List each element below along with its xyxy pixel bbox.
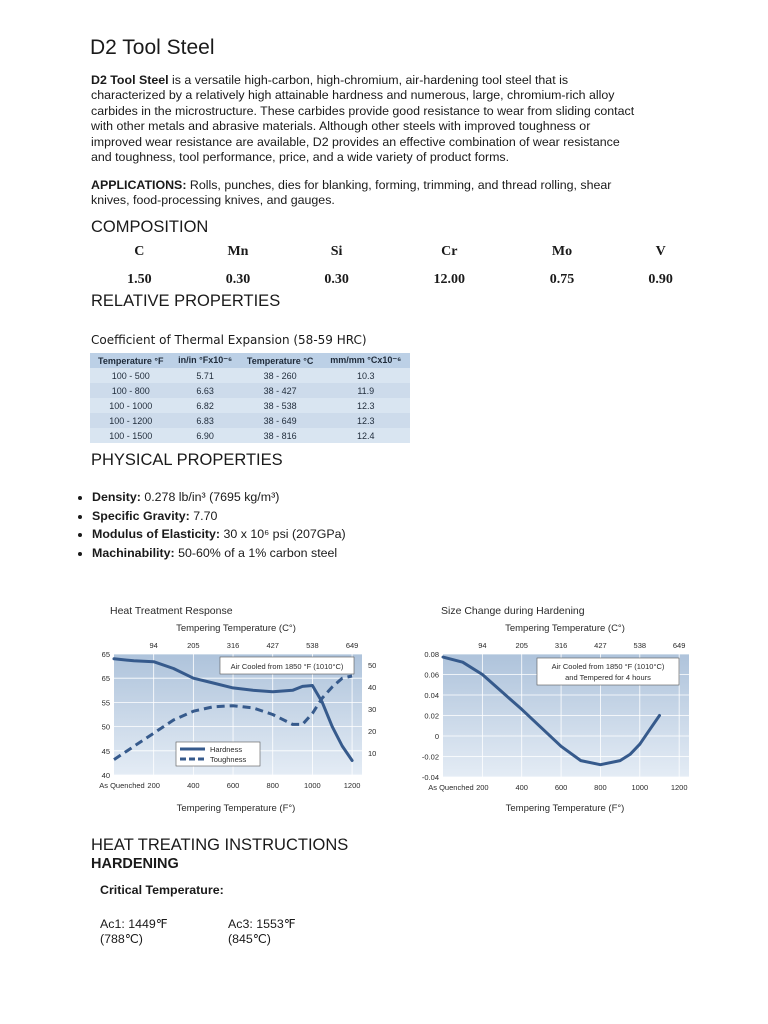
cte-header: in/in °Fx10⁻⁶ <box>172 353 239 368</box>
cte-cell: 100 - 1000 <box>90 398 172 413</box>
x-axis-label: Tempering Temperature (F°) <box>176 803 296 814</box>
physical-properties-list <box>68 490 652 564</box>
cte-cell: 38 - 538 <box>239 398 322 413</box>
critical-temperature-label: Critical Temperature: <box>100 883 224 897</box>
y-tick-label: 0 <box>434 732 439 741</box>
value-c: 1.50 <box>127 272 152 287</box>
right-tick-label: 30 <box>368 705 377 714</box>
cte-cell: 100 - 1500 <box>90 428 172 443</box>
property-label: Specific Gravity: <box>92 508 190 523</box>
y-tick-label: 0.04 <box>424 691 439 700</box>
top-tick-label: 316 <box>226 641 240 650</box>
x-tick-label: 1200 <box>343 781 361 790</box>
top-tick-label: 427 <box>594 641 607 650</box>
right-tick-label: 10 <box>368 749 377 758</box>
chart-title: Size Change during Hardening <box>441 605 585 617</box>
top-tick-label: 649 <box>345 641 359 650</box>
applications-text: knives, food-processing knives, and gauges. <box>91 193 335 208</box>
physical-properties-heading: PHYSICAL PROPERTIES <box>91 451 283 469</box>
cte-cell: 6.82 <box>172 398 239 413</box>
applications-paragraph <box>91 178 691 209</box>
cte-cell: 6.83 <box>172 413 239 428</box>
x-tick-label: 800 <box>266 781 279 790</box>
value-mo: 0.75 <box>549 272 575 287</box>
ac3-fahrenheit: Ac3: 1553℉ <box>228 917 296 931</box>
value-mn: 0.30 <box>225 272 251 287</box>
cte-cell: 6.63 <box>172 383 239 398</box>
annotation-text: Air Cooled from 1850 °F (1010°C) <box>230 662 344 671</box>
ac3-value <box>228 917 296 948</box>
value-si: 0.30 <box>324 272 349 287</box>
y-tick-label: -0.02 <box>421 752 439 762</box>
intro-paragraph <box>91 73 691 165</box>
cte-cell: 100 - 1200 <box>90 413 172 428</box>
element-si: Si <box>330 244 343 259</box>
element-c: C <box>134 244 145 259</box>
cte-header: Temperature °C <box>239 353 322 368</box>
x-tick-label: 200 <box>147 781 160 790</box>
top-tick-label: 94 <box>149 641 158 650</box>
y-tick-label: 65 <box>101 674 110 684</box>
composition-value-row <box>90 266 710 294</box>
annotation-text: and Tempered for 4 hours <box>565 673 651 682</box>
top-tick-label: 205 <box>515 641 528 650</box>
x-tick-label: 1000 <box>304 781 321 790</box>
cte-cell: 38 - 260 <box>239 368 322 383</box>
property-label: Machinability: <box>92 545 175 560</box>
table-row <box>90 368 410 383</box>
x-tick-label: As Quenched <box>428 783 474 792</box>
composition-table <box>90 238 710 294</box>
cte-cell: 6.90 <box>172 428 239 443</box>
composition-element-row <box>90 238 710 266</box>
intro-line: carbides in the microstructure. These carbides provide good resistance to wear from sliding contact <box>91 103 635 118</box>
intro-line: improved wear resistance are available, D2 provides an effective combination of wear resistance <box>91 134 620 149</box>
cte-cell: 12.3 <box>322 398 410 413</box>
relative-properties-heading: RELATIVE PROPERTIES <box>91 292 281 310</box>
x-tick-label: 400 <box>515 783 528 792</box>
property-value: 0.278 lb/in³ (7695 kg/m³) <box>140 490 280 504</box>
x-tick-label: 600 <box>226 781 240 790</box>
chart-title: Heat Treatment Response <box>110 605 233 617</box>
top-tick-label: 649 <box>672 641 686 650</box>
y-tick-label: 40 <box>101 771 110 780</box>
x-tick-label: 1000 <box>631 783 649 792</box>
applications-label: APPLICATIONS: <box>91 178 187 192</box>
cte-header: mm/mm °Cx10⁻⁶ <box>322 353 410 368</box>
x-tick-label: 200 <box>476 783 489 792</box>
y-tick-label: -0.04 <box>421 773 439 782</box>
applications-text: Rolls, punches, dies for blanking, forming, trimming, and thread rolling, shear <box>186 178 612 192</box>
ac1-celsius: (788℃) <box>100 932 143 947</box>
right-tick-label: 50 <box>368 661 377 670</box>
list-item <box>92 527 652 541</box>
cte-cell: 10.3 <box>322 368 410 383</box>
cte-cell: 11.9 <box>322 383 410 398</box>
hardening-heading: HARDENING <box>91 856 179 872</box>
cte-cell: 38 - 816 <box>239 428 322 443</box>
top-tick-label: 316 <box>554 641 568 650</box>
cte-cell: 5.71 <box>172 368 239 383</box>
plot-area <box>99 641 376 790</box>
composition-heading: COMPOSITION <box>91 218 209 236</box>
property-value: 50-60% of a 1% carbon steel <box>174 545 338 560</box>
property-value: 7.70 <box>189 508 218 523</box>
y-tick-label: 0.08 <box>424 650 439 659</box>
top-tick-label: 538 <box>633 641 647 650</box>
x-tick-label: 600 <box>554 783 568 792</box>
intro-line: characterized by a relatively high attainable hardness and numerous, large, chromium-rich alloy <box>91 88 615 103</box>
top-axis-label: Tempering Temperature (C°) <box>176 623 296 634</box>
cte-cell: 12.4 <box>322 428 410 443</box>
cte-cell: 100 - 500 <box>90 368 172 383</box>
ac1-value <box>100 917 168 948</box>
right-tick-label: 20 <box>368 727 377 736</box>
right-tick-label: 40 <box>368 683 377 692</box>
ac3-celsius: (845℃) <box>228 932 271 947</box>
value-cr: 12.00 <box>433 272 466 287</box>
element-v: V <box>655 244 666 259</box>
element-mo: Mo <box>551 244 573 259</box>
element-cr: Cr <box>441 244 458 259</box>
y-tick-label: 45 <box>101 746 110 756</box>
plot-area <box>422 641 689 792</box>
value-v: 0.90 <box>648 272 673 287</box>
heat-treating-heading: HEAT TREATING INSTRUCTIONS <box>91 836 349 854</box>
cte-cell: 100 - 800 <box>90 383 172 398</box>
page-title: D2 Tool Steel <box>90 36 215 59</box>
x-tick-label: 800 <box>594 783 607 792</box>
y-tick-label: 55 <box>101 698 110 708</box>
table-row <box>90 413 410 428</box>
legend-label: Toughness <box>210 755 247 764</box>
element-mn: Mn <box>227 244 249 259</box>
x-tick-label: 400 <box>187 781 200 790</box>
intro-line: with other metals and abrasive materials. Although other steels with improved toughness or <box>91 119 591 134</box>
size-change-chart <box>415 600 705 818</box>
cte-cell: 12.3 <box>322 413 410 428</box>
top-tick-label: 205 <box>187 641 200 650</box>
y-tick-label: 0.06 <box>424 670 439 680</box>
top-tick-label: 94 <box>478 641 487 650</box>
list-item <box>92 490 652 504</box>
top-axis-label: Tempering Temperature (C°) <box>505 623 625 634</box>
intro-lead: D2 Tool Steel <box>91 73 169 87</box>
cte-cell: 38 - 649 <box>239 413 322 428</box>
legend-label: Hardness <box>210 745 243 754</box>
top-tick-label: 538 <box>306 641 319 650</box>
list-item <box>92 509 652 523</box>
table-row <box>90 383 410 398</box>
table-row <box>90 398 410 413</box>
cte-header: Temperature °F <box>90 353 172 368</box>
y-tick-label: 50 <box>101 722 110 732</box>
intro-line: and toughness, tool performance, price, and a wide variety of product forms. <box>91 150 510 165</box>
y-tick-label: 0.02 <box>424 711 439 721</box>
ac1-fahrenheit: Ac1: 1449℉ <box>100 917 168 931</box>
list-item <box>92 546 652 560</box>
x-tick-label: 1200 <box>670 783 688 792</box>
x-tick-label: As Quenched <box>99 781 145 790</box>
property-value: 30 x 10⁶ psi (207GPa) <box>220 527 346 542</box>
x-axis-label: Tempering Temperature (F°) <box>505 803 625 814</box>
cte-header-row <box>90 353 410 368</box>
table-row <box>90 428 410 443</box>
property-label: Density: <box>92 490 141 504</box>
cte-table <box>90 353 410 443</box>
heat-treatment-chart <box>86 600 386 818</box>
property-label: Modulus of Elasticity: <box>92 527 221 542</box>
cte-table-title: Coefficient of Thermal Expansion (58-59 HRC) <box>91 333 367 347</box>
intro-line: is a versatile high-carbon, high-chromium, air-hardening tool steel that is <box>168 73 569 87</box>
cte-cell: 38 - 427 <box>239 383 322 398</box>
annotation-text: Air Cooled from 1850 °F (1010°C) <box>551 662 665 671</box>
y-tick-label: 65 <box>101 650 110 659</box>
top-tick-label: 427 <box>266 641 279 650</box>
